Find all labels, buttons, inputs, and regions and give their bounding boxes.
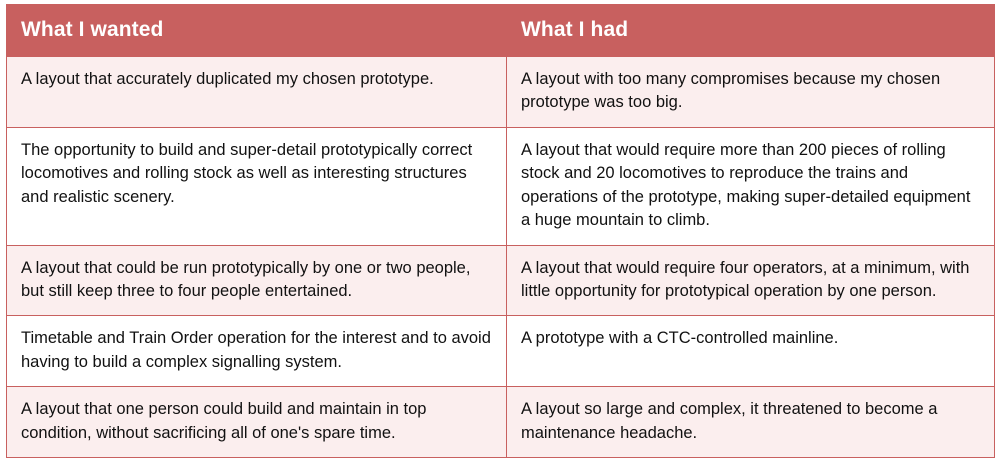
cell-wanted: Timetable and Train Order operation for the interest and to avoid having to build a complex signalling system.: [7, 316, 507, 387]
comparison-table: [6, 4, 995, 458]
cell-had: A layout with too many compromises because my chosen prototype was too big.: [507, 57, 995, 128]
column-header-what-i-wanted: What I wanted: [7, 5, 507, 57]
table-row: [7, 127, 995, 245]
table-header: [7, 5, 995, 57]
table-row: [7, 245, 995, 316]
table-row: [7, 316, 995, 387]
cell-had: A layout so large and complex, it threatened to become a maintenance headache.: [507, 387, 995, 458]
table-row: [7, 57, 995, 128]
table-row: [7, 387, 995, 458]
cell-had: A prototype with a CTC-controlled mainline.: [507, 316, 995, 387]
table-header-row: [7, 5, 995, 57]
cell-had: A layout that would require more than 200 pieces of rolling stock and 20 locomotives to reproduce the trains and operations of the prototype, making super-detailed equipment a huge mountain to climb.: [507, 127, 995, 245]
cell-wanted: The opportunity to build and super-detail prototypically correct locomotives and rolling stock as well as interesting structures and realistic scenery.: [7, 127, 507, 245]
cell-wanted: A layout that accurately duplicated my chosen prototype.: [7, 57, 507, 128]
table-body: [7, 57, 995, 458]
cell-wanted: A layout that could be run prototypically by one or two people, but still keep three to four people entertained.: [7, 245, 507, 316]
column-header-what-i-had: What I had: [507, 5, 995, 57]
cell-had: A layout that would require four operators, at a minimum, with little opportunity for prototypical operation by one person.: [507, 245, 995, 316]
cell-wanted: A layout that one person could build and maintain in top condition, without sacrificing all of one's spare time.: [7, 387, 507, 458]
